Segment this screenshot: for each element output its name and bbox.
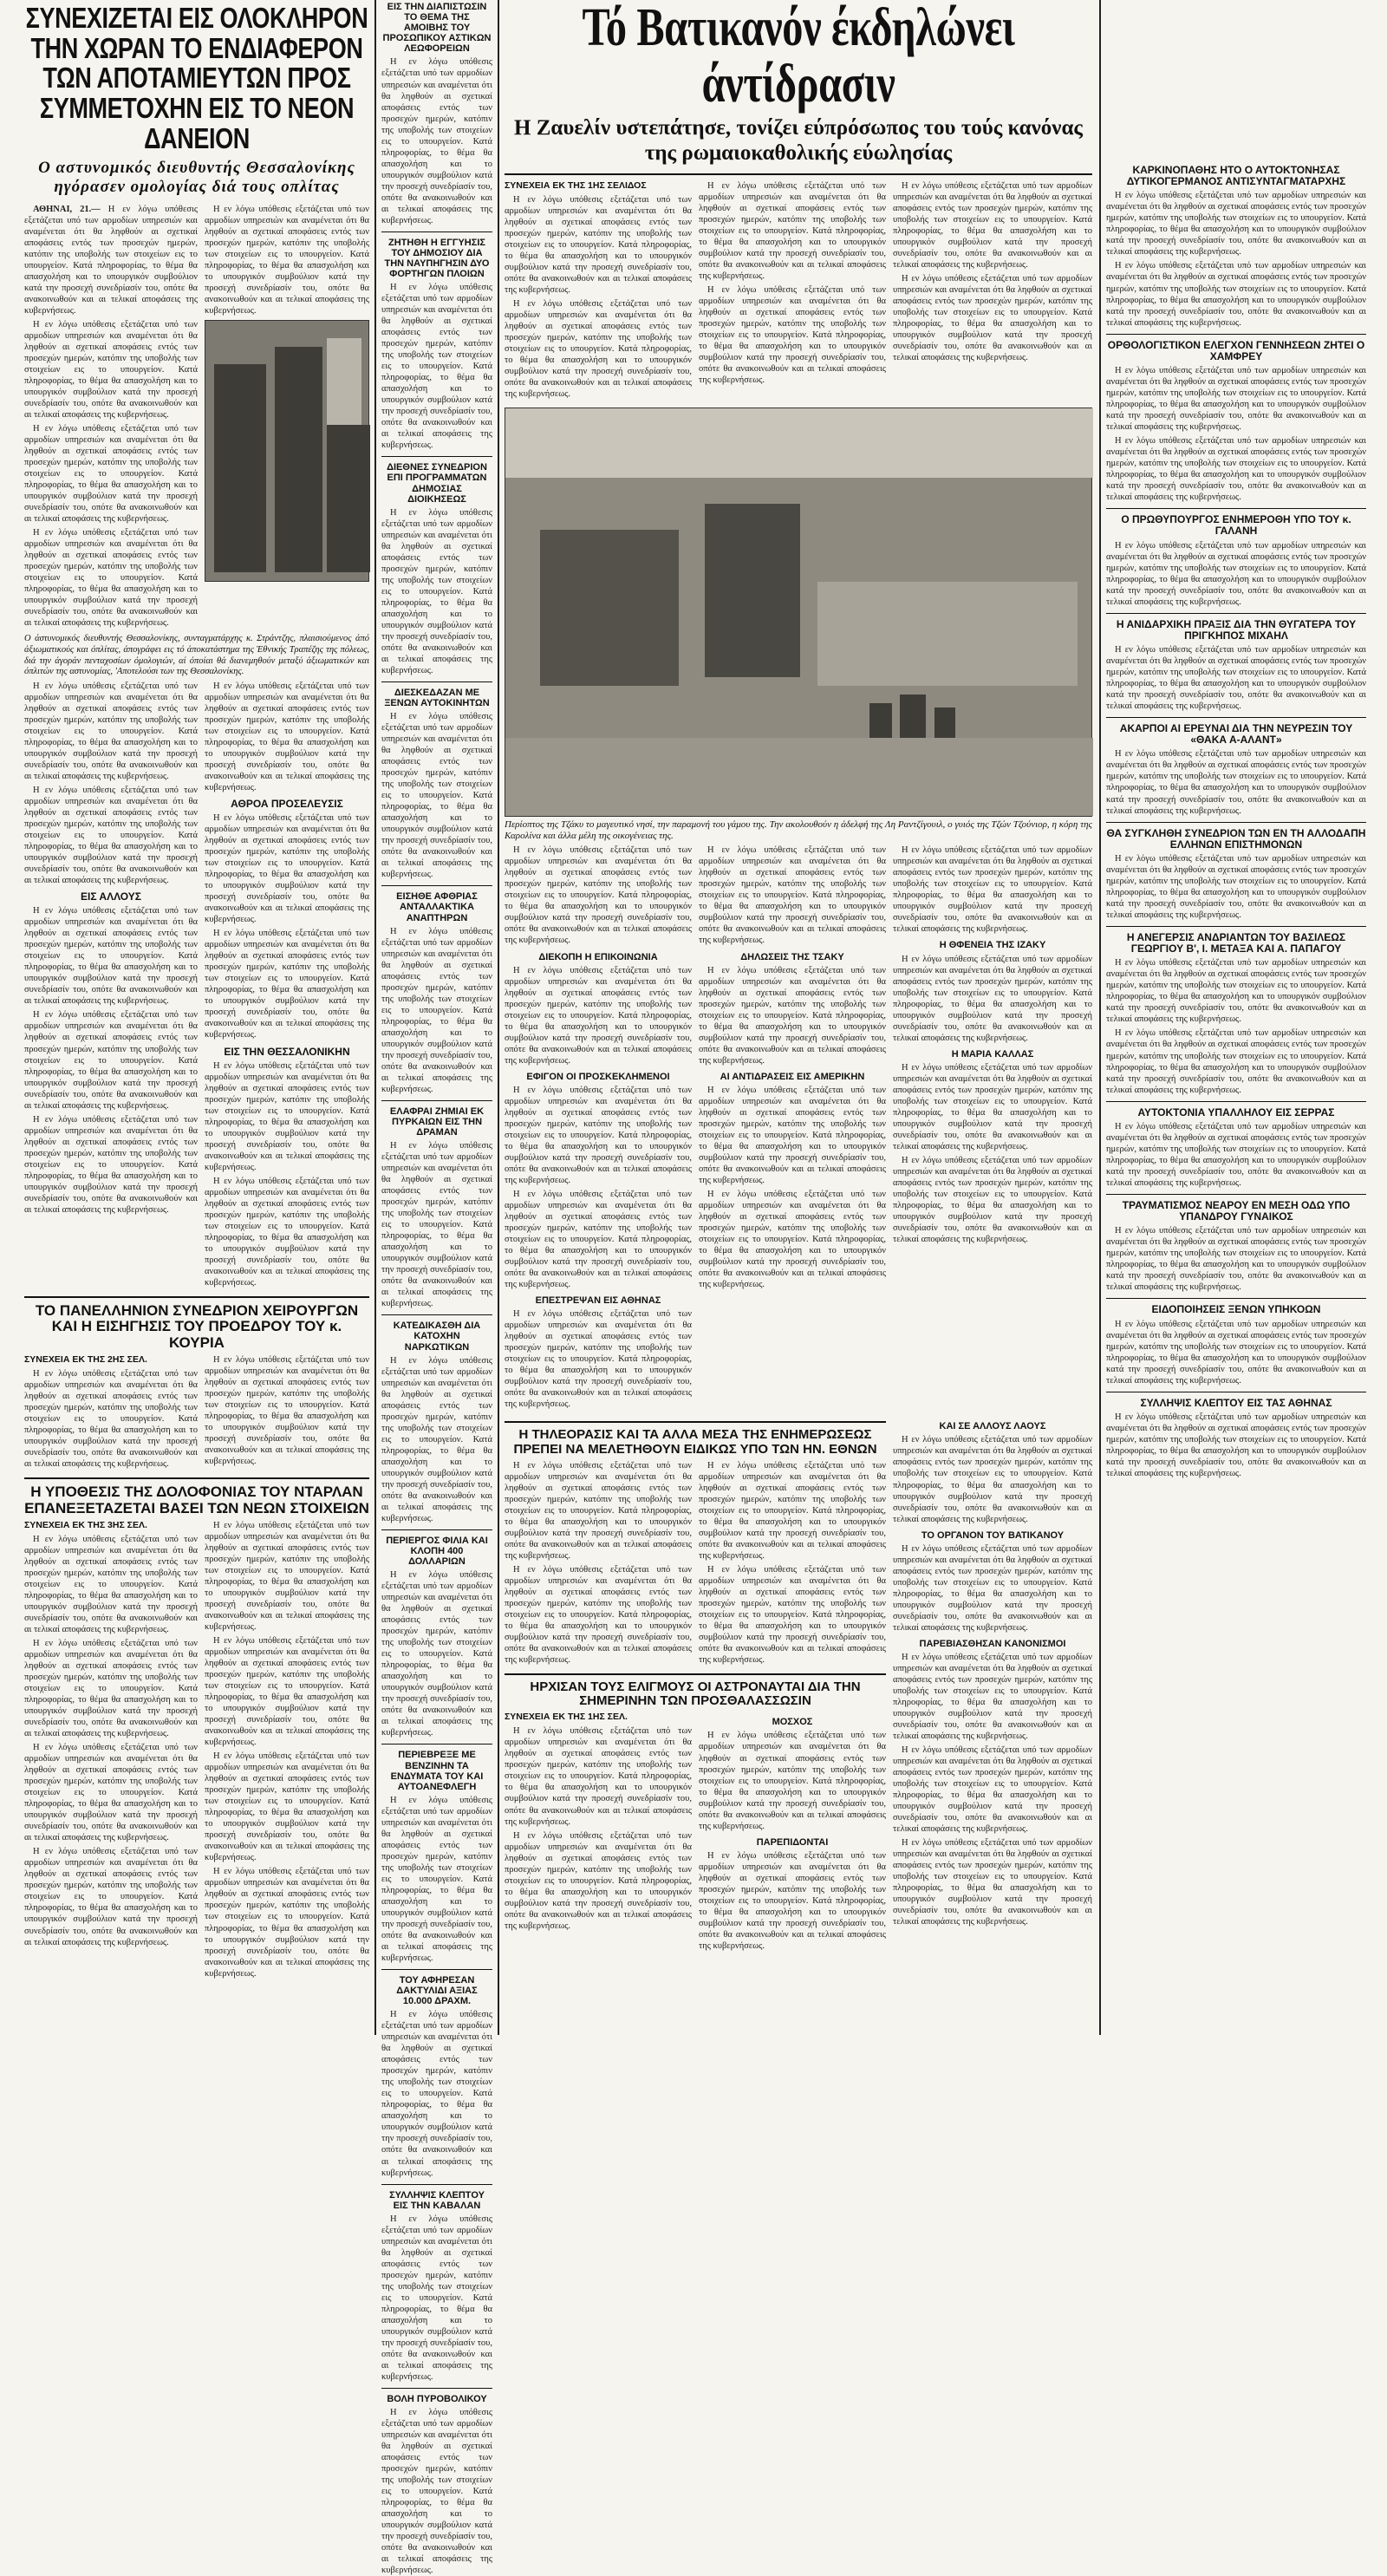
body-text: Η εν λόγω υπόθεσις εξετάζεται υπό των αρμοδίων υπηρεσιών και αναμένεται ότι θα ληφθούν αι σχετικαί αποφάσεις εντός των προσεχών ημερών, κατόπιν της υποβολής των στοιχείων εις το υπουργείον. Κατά πληροφορίας, το θέμα θα απασχολήση και το υπουργικόν συμβούλιον κατά την προσεχή συνεδρίασίν του, οπότε θα ανακοινωθούν και αι τελικαί αποφάσεις της κυβερνήσεως. bbox=[381, 507, 492, 675]
photo-police-director bbox=[205, 320, 369, 582]
body-text: Η εν λόγω υπόθεσις εξετάζεται υπό των αρμοδίων υπηρεσιών και αναμένεται ότι θα ληφθούν αι σχετικαί αποφάσεις εντός των προσεχών ημερών, κατόπιν της υποβολής των στοιχείων εις το υπουργείον. Κατά πληροφορίας, το θέμα θα απασχολήση και το υπουργικόν συμβούλιον κατά την προσεχή συνεδρίασίν του, οπότε θα ανακοινωθούν και αι τελικαί αποφάσεις της κυβερνήσεως. bbox=[381, 283, 492, 451]
column-rule bbox=[498, 0, 499, 2035]
column-rule bbox=[1099, 0, 1101, 2035]
photo-caption: Περίοπτος της Τζάκυ το μαγευτικό νησί, την παραμονή του γάμου της. Την ακολουθούν η άδελφή της Λη Ραντζίγουιλ, ο γυιός της Τζών Τζούνιορ, η κόρη της Καρολίνα και άλλα μέλη της οικογένειας της. bbox=[505, 818, 1092, 842]
body-text: Η εν λόγω υπόθεσις εξετάζεται υπό των αρμοδίων υπηρεσιών και αναμένεται ότι θα ληφθούν αι σχετικαί αποφάσεις εντός των προσεχών ημερών, κατόπιν της υποβολής των στοιχείων εις το υπουργείον. Κατά πληροφορίας, το θέμα θα απασχολήση και το υπουργικόν συμβούλιον κατά την προσεχή συνεδρίασίν του, οπότε θα ανακοινωθούν και αι τελικαί αποφάσεις της κυβερνήσεως. bbox=[24, 785, 198, 886]
body-text: Η εν λόγω υπόθεσις εξετάζεται υπό των αρμοδίων υπηρεσιών και αναμένεται ότι θα ληφθούν αι σχετικαί αποφάσεις εντός των προσεχών ημερών, κατόπιν της υποβολής των στοιχείων εις το υπουργείον. Κατά πληροφορίας, το θέμα θα απασχολήση και το υπουργικόν συμβούλιον κατά την προσεχή συνεδρίασίν του, οπότε θα ανακοινωθούν και αι τελικαί αποφάσεις της κυβερνήσεως. bbox=[699, 965, 886, 1066]
section-heading: ΔΙΕΚΟΠΗ Η ΕΠΙΚΟΙΝΩΝΙΑ bbox=[538, 951, 658, 962]
body-text: Η εν λόγω υπόθεσις εξετάζεται υπό των αρμοδίων υπηρεσιών και αναμένεται ότι θα ληφθούν αι σχετικαί αποφάσεις εντός των προσεχών ημερών, κατόπιν της υποβολής των στοιχείων εις το υπουργείον. Κατά πληροφορίας, το θέμα θα απασχολήση και το υπουργικόν συμβούλιον κατά την προσεχή συνεδρίασίν του, οπότε θα ανακοινωθούν και αι τελικαί αποφάσεις της κυβερνήσεως. bbox=[381, 1141, 492, 1309]
divider bbox=[381, 2388, 492, 2389]
section-heading: ΠΑΡΕΒΙΑΣΘΗΣΑΝ ΚΑΝΟΝΙΣΜΟΙ bbox=[919, 1638, 1066, 1649]
body-text: Η εν λόγω υπόθεσις εξετάζεται υπό των αρμοδίων υπηρεσιών και αναμένεται ότι θα ληφθούν αι σχετικαί αποφάσεις εντός των προσεχών ημερών, κατόπιν της υποβολής των στοιχείων εις το υπουργείον. Κατά πληροφορίας, το θέμα θα απασχολήση και το υπουργικόν συμβούλιον κατά την προσεχή συνεδρίασίν του, οπότε θα ανακοινωθούν και αι τελικαί αποφάσεις της κυβερνήσεως. bbox=[205, 1176, 369, 1288]
body-text: Η εν λόγω υπόθεσις εξετάζεται υπό των αρμοδίων υπηρεσιών και αναμένεται ότι θα ληφθούν αι σχετικαί αποφάσεις εντός των προσεχών ημερών, κατόπιν της υποβολής των στοιχείων εις το υπουργείον. Κατά πληροφορίας, το θέμα θα απασχολήση και το υπουργικόν συμβούλιον κατά την προσεχή συνεδρίασίν του, οπότε θα ανακοινωθούν και αι τελικαί αποφάσεις της κυβερνήσεως. bbox=[1106, 191, 1366, 258]
body-text: Η εν λόγω υπόθεσις εξετάζεται υπό των αρμοδίων υπηρεσιών και αναμένεται ότι θα ληφθούν αι σχετικαί αποφάσεις εντός των προσεχών ημερών, κατόπιν της υποβολής των στοιχείων εις το υπουργείον. Κατά πληροφορίας, το θέμα θα απασχολήση και το υπουργικόν συμβούλιον κατά την προσεχή συνεδρίασίν του, οπότε θα ανακοινωθούν και αι τελικαί αποφάσεις της κυβερνήσεως. bbox=[699, 1850, 886, 1951]
brief-headline: ΟΡΘΟΛΟΓΙΣΤΙΚΟΝ ΕΛΕΓΧΟΝ ΓΕΝΝΗΣΕΩΝ ΖΗΤΕΙ Ο ΧΑΜΦΡΕΥ bbox=[1107, 338, 1365, 362]
body-text: Η εν λόγω υπόθεσις εξετάζεται υπό των αρμοδίων υπηρεσιών και αναμένεται ότι θα ληφθούν αι σχετικαί αποφάσεις εντός των προσεχών ημερών, κατόπιν της υποβολής των στοιχείων εις το υπουργείον. Κατά πληροφορίας, το θέμα θα απασχολήση και το υπουργικόν συμβούλιον κατά την προσεχή συνεδρίασίν του, οπότε θα ανακοινωθούν και αι τελικαί αποφάσεις της κυβερνήσεως. bbox=[505, 845, 692, 946]
body-text: Η εν λόγω υπόθεσις εξετάζεται υπό των αρμοδίων υπηρεσιών και αναμένεται ότι θα ληφθούν αι σχετικαί αποφάσεις εντός των προσεχών ημερών, κατόπιν της υποβολής των στοιχείων εις το υπουργείον. Κατά πληροφορίας, το θέμα θα απασχολήση και το υπουργικόν συμβούλιον κατά την προσεχή συνεδρίασίν του, οπότε θα ανακοινωθούν και αι τελικαί αποφάσεις της κυβερνήσεως. bbox=[1106, 365, 1366, 433]
divider bbox=[1106, 334, 1366, 335]
body-text: Η εν λόγω υπόθεσις εξετάζεται υπό των αρμοδίων υπηρεσιών και αναμένεται ότι θα ληφθούν αι σχετικαί αποφάσεις εντός των προσεχών ημερών, κατόπιν της υποβολής των στοιχείων εις το υπουργείον. Κατά πληροφορίας, το θέμα θα απασχολήση και το υπουργικόν συμβούλιον κατά την προσεχή συνεδρίασίν του, οπότε θα ανακοινωθούν και αι τελικαί αποφάσεις της κυβερνήσεως. bbox=[381, 2010, 492, 2178]
body-text: Η εν λόγω υπόθεσις εξετάζεται υπό των αρμοδίων υπηρεσιών και αναμένεται ότι θα ληφθούν αι σχετικαί αποφάσεις εντός των προσεχών ημερών, κατόπιν της υποβολής των στοιχείων εις το υπουργείον. Κατά πληροφορίας, το θέμα θα απασχολήση και το υπουργικόν συμβούλιον κατά την προσεχή συνεδρίασίν του, οπότε θα ανακοινωθούν και αι τελικαί αποφάσεις της κυβερνήσεως. bbox=[205, 929, 369, 1040]
photo-jackie-island bbox=[505, 408, 1092, 817]
body-text: Η εν λόγω υπόθεσις εξετάζεται υπό των αρμοδίων υπηρεσιών και αναμένεται ότι θα ληφθούν αι σχετικαί αποφάσεις εντός των προσεχών ημερών, κατόπιν της υποβολής των στοιχείων εις το υπουργείον. Κατά πληροφορίας, το θέμα θα απασχολήση και το υπουργικόν συμβούλιον κατά την προσεχή συνεδρίασίν του, οπότε θα ανακοινωθούν και αι τελικαί αποφάσεις της κυβερνήσεως. bbox=[24, 1114, 198, 1215]
brief-headline: ΘΑ ΣΥΓΚΛΗΘΗ ΣΥΝΕΔΡΙΟΝ ΤΩΝ ΕΝ ΤΗ ΑΛΛΟΔΑΠΗ ΕΛΛΗΝΩΝ ΕΠΙΣΤΗΜΟΝΩΝ bbox=[1106, 826, 1366, 851]
brief-headline: ΑΚΑΡΠΟΙ ΑΙ ΕΡΕΥΝΑΙ ΔΙΑ ΤΗΝ ΝΕΥΡΕΣΙΝ ΤΟΥ «ΘΑΚΑ Α-ΑΛΑΝΤ» bbox=[1119, 722, 1353, 747]
section-heading: ΠΑΡΕΠΙΔΟΝΤΑΙ bbox=[756, 1836, 829, 1848]
divider bbox=[381, 1100, 492, 1101]
body-text: Η εν λόγω υπόθεσις εξετάζεται υπό των αρμοδίων υπηρεσιών και αναμένεται ότι θα ληφθούν αι σχετικαί αποφάσεις εντός των προσεχών ημερών, κατόπιν της υποβολής των στοιχείων εις το υπουργείον. Κατά πληροφορίας, το θέμα θα απασχολήση και το υπουργικόν συμβούλιον κατά την προσεχή συνεδρίασίν του, οπότε θα ανακοινωθούν και αι τελικαί αποφάσεις της κυβερνήσεως. bbox=[24, 1743, 198, 1843]
headline-vatican: Τό Βατικανόν έκδηλώνει άντίδρασιν bbox=[582, 0, 1015, 114]
body-text: Η εν λόγω υπόθεσις εξετάζεται υπό των αρμοδίων υπηρεσιών και αναμένεται ότι θα ληφθούν αι σχετικαί αποφάσεις εντός των προσεχών ημερών, κατόπιν της υποβολής των στοιχείων εις το υπουργείον. Κατά πληροφορίας, το θέμα θα απασχολήση και το υπουργικόν συμβούλιον κατά την προσεχή συνεδρίασίν του, οπότε θα ανακοινωθούν και αι τελικαί αποφάσεις της κυβερνήσεως. bbox=[893, 180, 1092, 270]
body-text: Η εν λόγω υπόθεσις εξετάζεται υπό των αρμοδίων υπηρεσιών και αναμένεται ότι θα ληφθούν αι σχετικαί αποφάσεις εντός των προσεχών ημερών, κατόπιν της υποβολής των στοιχείων εις το υπουργείον. Κατά πληροφορίας, το θέμα θα απασχολήση και το υπουργικόν συμβούλιον κατά την προσεχή συνεδρίασίν του, οπότε θα ανακοινωθούν και αι τελικαί αποφάσεις της κυβερνήσεως. bbox=[699, 180, 886, 281]
body-text: Η εν λόγω υπόθεσις εξετάζεται υπό των αρμοδίων υπηρεσιών και αναμένεται ότι θα ληφθούν αι σχετικαί αποφάσεις εντός των προσεχών ημερών, κατόπιν της υποβολής των στοιχείων εις το υπουργείον. Κατά πληροφορίας, το θέμα θα απασχολήση και το υπουργικόν συμβούλιον κατά την προσεχή συνεδρίασίν του, οπότε θα ανακοινωθούν και αι τελικαί αποφάσεις της κυβερνήσεως. bbox=[24, 681, 198, 781]
body-text: Η εν λόγω υπόθεσις εξετάζεται υπό των αρμοδίων υπηρεσιών και αναμένεται ότι θα ληφθούν αι σχετικαί αποφάσεις εντός των προσεχών ημερών, κατόπιν της υποβολής των στοιχείων εις το υπουργείον. Κατά πληροφορίας, το θέμα θα απασχολήση και το υπουργικόν συμβούλιον κατά την προσεχή συνεδρίασίν του, οπότε θα ανακοινωθούν και αι τελικαί αποφάσεις της κυβερνήσεως. bbox=[1106, 1226, 1366, 1293]
section-heading: ΚΑΙ ΣΕ ΑΛΛΟΥΣ ΛΑΟΥΣ bbox=[939, 1421, 1046, 1432]
body-text: Η εν λόγω υπόθεσις εξετάζεται υπό των αρμοδίων υπηρεσιών και αναμένεται ότι θα ληφθούν αι σχετικαί αποφάσεις εντός των προσεχών ημερών, κατόπιν της υποβολής των στοιχείων εις το υπουργείον. Κατά πληροφορίας, το θέμα θα απασχολήση και το υπουργικόν συμβούλιον κατά την προσεχή συνεδρίασίν του, οπότε θα ανακοινωθούν και αι τελικαί αποφάσεις της κυβερνήσεως. bbox=[699, 1189, 886, 1290]
section-heading: ΕΠΕΣΤΡΕΨΑΝ ΕΙΣ ΑΘΗΝΑΣ bbox=[535, 1295, 661, 1307]
brief-headline: ΚΑΤΕΔΙΚΑΣΘΗ ΔΙΑ ΚΑΤΟΧΗΝ ΝΑΡΚΩΤΙΚΩΝ bbox=[393, 1321, 481, 1353]
brief-headline: ΠΕΡΙΕΒΡΕΞΕ ΜΕ ΒΕΝΖΙΝΗΝ ΤΑ ΕΝΔΥΜΑΤΑ ΤΟΥ ΚΑΙ ΑΥΤΟΑΝΕΦΛΕΓΗ bbox=[390, 1750, 484, 1792]
body-text: Η εν λόγω υπόθεσις εξετάζεται υπό των αρμοδίων υπηρεσιών και αναμένεται ότι θα ληφθούν αι σχετικαί αποφάσεις εντός των προσεχών ημερών, κατόπιν της υποβολής των στοιχείων εις το υπουργείον. Κατά πληροφορίας, το θέμα θα απασχολήση και το υπουργικόν συμβούλιον κατά την προσεχή συνεδρίασίν του, οπότε θα ανακοινωθούν και αι τελικαί αποφάσεις της κυβερνήσεως. bbox=[24, 424, 198, 525]
body-text: Η εν λόγω υπόθεσις εξετάζεται υπό των αρμοδίων υπηρεσιών και αναμένεται ότι θα ληφθούν αι σχετικαί αποφάσεις εντός των προσεχών ημερών, κατόπιν της υποβολής των στοιχείων εις το υπουργείον. Κατά πληροφορίας, το θέμα θα απασχολήση και το υπουργικόν συμβούλιον κατά την προσεχή συνεδρίασίν του, οπότε θα ανακοινωθούν και αι τελικαί αποφάσεις της κυβερνήσεως. bbox=[1106, 1028, 1366, 1095]
body-text: Η εν λόγω υπόθεσις εξετάζεται υπό των αρμοδίων υπηρεσιών και αναμένεται ότι θα ληφθούν αι σχετικαί αποφάσεις εντός των προσεχών ημερών, κατόπιν της υποβολής των στοιχείων εις το υπουργείον. Κατά πληροφορίας, το θέμα θα απασχολήση και το υπουργικόν συμβούλιον κατά την προσεχή συνεδρίασίν του, οπότε θα ανακοινωθούν και αι τελικαί αποφάσεις της κυβερνήσεως. bbox=[893, 1745, 1092, 1835]
lead-subhead: Ο αστυνομικός διευθυντής Θεσσαλονίκης ηγόρασεν ομολογίας διά τους οπλίτας bbox=[38, 159, 355, 197]
body-text: Η εν λόγω υπόθεσις εξετάζεται υπό των αρμοδίων υπηρεσιών και αναμένεται ότι θα ληφθούν αι σχετικαί αποφάσεις εντός των προσεχών ημερών, κατόπιν της υποβολής των στοιχείων εις το υπουργείον. Κατά πληροφορίας, το θέμα θα απασχολήση και το υπουργικόν συμβούλιον κατά την προσεχή συνεδρίασίν του, οπότε θα ανακοινωθούν και αι τελικαί αποφάσεις της κυβερνήσεως. bbox=[1106, 540, 1366, 607]
brief-headline: ΕΛΑΦΡΑΙ ΖΗΜΙΑΙ ΕΚ ΠΥΡΚΑΙΩΝ ΕΙΣ ΤΗΝ ΔΡΑΜΑΝ bbox=[389, 1105, 485, 1138]
body-text: Η εν λόγω υπόθεσις εξετάζεται υπό των αρμοδίων υπηρεσιών και αναμένεται ότι θα ληφθούν αι σχετικαί αποφάσεις εντός των προσεχών ημερών, κατόπιν της υποβολής των στοιχείων εις το υπουργείον. Κατά πληροφορίας, το θέμα θα απασχολήση και το υπουργικόν συμβούλιον κατά την προσεχή συνεδρίασίν του, οπότε θα ανακοινωθούν και αι τελικαί αποφάσεις της κυβερνήσεως. bbox=[1106, 958, 1366, 1025]
body-text: Η εν λόγω υπόθεσις εξετάζεται υπό των αρμοδίων υπηρεσιών και αναμένεται ότι θα ληφθούν αι σχετικαί αποφάσεις εντός των προσεχών ημερών, κατόπιν της υποβολής των στοιχείων εις το υπουργείον. Κατά πληροφορίας, το θέμα θα απασχολήση και το υπουργικόν συμβούλιον κατά την προσεχή συνεδρίασίν του, οπότε θα ανακοινωθούν και αι τελικαί αποφάσεις της κυβερνήσεως. bbox=[699, 1085, 886, 1185]
body-text: Η εν λόγω υπόθεσις εξετάζεται υπό των αρμοδίων υπηρεσιών και αναμένεται ότι θα ληφθούν αι σχετικαί αποφάσεις εντός των προσεχών ημερών, κατόπιν της υποβολής των στοιχείων εις το υπουργείον. Κατά πληροφορίας, το θέμα θα απασχολήση και το υπουργικόν συμβούλιον κατά την προσεχή συνεδρίασίν του, οπότε θα ανακοινωθούν και αι τελικαί αποφάσεις της κυβερνήσεως. bbox=[24, 1847, 198, 1947]
body-text: Η εν λόγω υπόθεσις εξετάζεται υπό των αρμοδίων υπηρεσιών και αναμένεται ότι θα ληφθούν αι σχετικαί αποφάσεις εντός των προσεχών ημερών, κατόπιν της υποβολής των στοιχείων εις το υπουργείον. Κατά πληροφορίας, το θέμα θα απασχολήση και το υπουργικόν συμβούλιον κατά την προσεχή συνεδρίασίν του, οπότε θα ανακοινωθούν και αι τελικαί αποφάσεις της κυβερνήσεως. bbox=[1106, 749, 1366, 816]
body-text: Η εν λόγω υπόθεσις εξετάζεται υπό των αρμοδίων υπηρεσιών και αναμένεται ότι θα ληφθούν αι σχετικαί αποφάσεις εντός των προσεχών ημερών, κατόπιν της υποβολής των στοιχείων εις το υπουργείον. Κατά πληροφορίας, το θέμα θα απασχολήση και το υπουργικόν συμβούλιον κατά την προσεχή συνεδρίασίν του, οπότε θα ανακοινωθούν και αι τελικαί αποφάσεις της κυβερνήσεως. bbox=[1106, 644, 1366, 712]
column-rule bbox=[374, 0, 376, 2035]
brief-headline: Η ΑΝΕΓΕΡΣΙΣ ΑΝΔΡΙΑΝΤΩΝ ΤΟΥ ΒΑΣΙΛΕΩΣ ΓΕΩΡΓΙΟΥ Β', Ι. ΜΕΤΑΞΑ ΚΑΙ Α. ΠΑΠΑΓΟΥ bbox=[1126, 931, 1346, 955]
body-text: Η εν λόγω υπόθεσις εξετάζεται υπό των αρμοδίων υπηρεσιών και αναμένεται ότι θα ληφθούν αι σχετικαί αποφάσεις εντός των προσεχών ημερών, κατόπιν της υποβολής των στοιχείων εις το υπουργείον. Κατά πληροφορίας, το θέμα θα απασχολήση και το υπουργικόν συμβούλιον κατά την προσεχή συνεδρίασίν του, οπότε θα ανακοινωθούν και αι τελικαί αποφάσεις της κυβερνήσεως. bbox=[893, 954, 1092, 1043]
body-text: Η εν λόγω υπόθεσις εξετάζεται υπό των αρμοδίων υπηρεσιών και αναμένεται ότι θα ληφθούν αι σχετικαί αποφάσεις εντός των προσεχών ημερών, κατόπιν της υποβολής των στοιχείων εις το υπουργείον. Κατά πληροφορίας, το θέμα θα απασχολήση και το υπουργικόν συμβούλιον κατά την προσεχή συνεδρίασίν του, οπότε θα ανακοινωθούν και αι τελικαί αποφάσεις της κυβερνήσεως. bbox=[893, 1062, 1092, 1151]
photo-caption: Ο άστυνομικός διευθυντής Θεσσαλονίκης, συνταγματάρχης κ. Στράντζης, πλαισιούμενος άπό άξιωματικούς και όπλίτας, άπογράφει εις τό άποκατάστημα της Έθνικής Τραπέζης της πόλεως, διά την άγοράν πενταχοσίων όμολογιών, αί όποίαι θά διανεμηθούν μεταξύ άξιωματικών και όπλιτών της αστυνομίας, 'Αποτελούσι των της Θεσσαλονίκης. bbox=[24, 634, 369, 677]
subhead-vatican: Η Ζαυελίν υστεπάτησε, τονίζει εύπρόσωπος του τούς κανόνας της ρωμαιοκαθολικής εύωλησίας bbox=[514, 116, 1083, 165]
divider bbox=[1106, 1298, 1366, 1299]
headline-surgeons-congress: ΤΟ ΠΑΝΕΛΛΗΝΙΟΝ ΣΥΝΕΔΡΙΟΝ ΧΕΙΡΟΥΡΓΩΝ ΚΑΙ Η ΕΙΣΗΓΗΣΙΣ ΤΟΥ ΠΡΟΕΔΡΟΥ ΤΟΥ κ. ΚΟΥΡΙΑ bbox=[35, 1302, 359, 1351]
body-text: Η εν λόγω υπόθεσις εξετάζεται υπό των αρμοδίων υπηρεσιών και αναμένεται ότι θα ληφθούν αι σχετικαί αποφάσεις εντός των προσεχών ημερών, κατόπιν της υποβολής των στοιχείων εις το υπουργείον. Κατά πληροφορίας, το θέμα θα απασχολήση και το υπουργικόν συμβούλιον κατά την προσεχή συνεδρίασίν του, οπότε θα ανακοινωθούν και αι τελικαί αποφάσεις της κυβερνήσεως. bbox=[205, 1060, 369, 1172]
body-text: Η εν λόγω υπόθεσις εξετάζεται υπό των αρμοδίων υπηρεσιών και αναμένεται ότι θα ληφθούν αι σχετικαί αποφάσεις εντός των προσεχών ημερών, κατόπιν της υποβολής των στοιχείων εις το υπουργείον. Κατά πληροφορίας, το θέμα θα απασχολήση και το υπουργικόν συμβούλιον κατά την προσεχή συνεδρίασίν του, οπότε θα ανακοινωθούν και αι τελικαί αποφάσεις της κυβερνήσεως. bbox=[505, 965, 692, 1066]
body-text: Η εν λόγω υπόθεσις εξετάζεται υπό των αρμοδίων υπηρεσιών και αναμένεται ότι θα ληφθούν αι σχετικαί αποφάσεις εντός των προσεχών ημερών, κατόπιν της υποβολής των στοιχείων εις το υπουργείον. Κατά πληροφορίας, το θέμα θα απασχολήση και το υπουργικόν συμβούλιον κατά την προσεχή συνεδρίασίν του, οπότε θα ανακοινωθούν και αι τελικαί αποφάσεις της κυβερνήσεως. bbox=[699, 284, 886, 385]
body-text: Η εν λόγω υπόθεσις εξετάζεται υπό των αρμοδίων υπηρεσιών και αναμένεται ότι θα ληφθούν αι σχετικαί αποφάσεις εντός των προσεχών ημερών, κατόπιν της υποβολής των στοιχείων εις το υπουργείον. Κατά πληροφορίας, το θέμα θα απασχολήση και το υπουργικόν συμβούλιον κατά την προσεχή συνεδρίασίν του, οπότε θα ανακοινωθούν και αι τελικαί αποφάσεις της κυβερνήσεως. bbox=[699, 845, 886, 946]
body-text: Η εν λόγω υπόθεσις εξετάζεται υπό των αρμοδίων υπηρεσιών και αναμένεται ότι θα ληφθούν αι σχετικαί αποφάσεις εντός των προσεχών ημερών, κατόπιν της υποβολής των στοιχείων εις το υπουργείον. Κατά πληροφορίας, το θέμα θα απασχολήση και το υπουργικόν συμβούλιον κατά την προσεχή συνεδρίασίν του, οπότε θα ανακοινωθούν και αι τελικαί αποφάσεις της κυβερνήσεως. bbox=[24, 528, 198, 629]
body-text: Η εν λόγω υπόθεσις εξετάζεται υπό των αρμοδίων υπηρεσιών και αναμένεται ότι θα ληφθούν αι σχετικαί αποφάσεις εντός των προσεχών ημερών, κατόπιν της υποβολής των στοιχείων εις το υπουργείον. Κατά πληροφορίας, το θέμα θα απασχολήση και το υπουργικόν συμβούλιον κατά την προσεχή συνεδρίασίν του, οπότε θα ανακοινωθούν και αι τελικαί αποφάσεις της κυβερνήσεως. bbox=[893, 273, 1092, 362]
body-text: Η εν λόγω υπόθεσις εξετάζεται υπό των αρμοδίων υπηρεσιών και αναμένεται ότι θα ληφθούν αι σχετικαί αποφάσεις εντός των προσεχών ημερών, κατόπιν της υποβολής των στοιχείων εις το υπουργείον. Κατά πληροφορίας, το θέμα θα απασχολήση και το υπουργικόν συμβούλιον κατά την προσεχή συνεδρίασίν του, οπότε θα ανακοινωθούν και αι τελικαί αποφάσεις της κυβερνήσεως. bbox=[1106, 1319, 1366, 1386]
divider bbox=[1106, 822, 1366, 823]
body-text: Η εν λόγω υπόθεσις εξετάζεται υπό των αρμοδίων υπηρεσιών και αναμένεται ότι θα ληφθούν αι σχετικαί αποφάσεις εντός των προσεχών ημερών, κατόπιν της υποβολής των στοιχείων εις το υπουργείον. Κατά πληροφορίας, το θέμα θα απασχολήση και το υπουργικόν συμβούλιον κατά την προσεχή συνεδρίασίν του, οπότε θα ανακοινωθούν και αι τελικαί αποφάσεις της κυβερνήσεως. bbox=[381, 712, 492, 880]
divider bbox=[381, 1969, 492, 1970]
body-text: ΑΘΗΝΑΙ, 21.— Η εν λόγω υπόθεσις εξετάζεται υπό των αρμοδίων υπηρεσιών και αναμένεται ότι θα ληφθούν αι σχετικαί αποφάσεις εντός των προσεχών ημερών, κατόπιν της υποβολής των στοιχείων εις το υπουργείον. Κατά πληροφορίας, το θέμα θα απασχολήση και το υπουργικόν συμβούλιον κατά την προσεχή συνεδρίασίν του, οπότε θα ανακοινωθούν και αι τελικαί αποφάσεις της κυβερνήσεως. bbox=[24, 204, 199, 316]
brief-headline: ΕΙΔΟΠΟΙΗΣΕΙΣ ΞΕΝΩΝ ΥΠΗΚΟΩΝ bbox=[1151, 1303, 1321, 1316]
body-text: Η εν λόγω υπόθεσις εξετάζεται υπό των αρμοδίων υπηρεσιών και αναμένεται ότι θα ληφθούν αι σχετικαί αποφάσεις εντός των προσεχών ημερών, κατόπιν της υποβολής των στοιχείων εις το υπουργείον. Κατά πληροφορίας, το θέμα θα απασχολήση και το υπουργικόν συμβούλιον κατά την προσεχή συνεδρίασίν του, οπότε θα ανακοινωθούν και αι τελικαί αποφάσεις της κυβερνήσεως. bbox=[505, 1830, 692, 1931]
body-text: Η εν λόγω υπόθεσις εξετάζεται υπό των αρμοδίων υπηρεσιών και αναμένεται ότι θα ληφθούν αι σχετικαί αποφάσεις εντός των προσεχών ημερών, κατόπιν της υποβολής των στοιχείων εις το υπουργείον. Κατά πληροφορίας, το θέμα θα απασχολήση και το υπουργικόν συμβούλιον κατά την προσεχή συνεδρίασίν του, οπότε θα ανακοινωθούν και αι τελικαί αποφάσεις της κυβερνήσεως. bbox=[381, 926, 492, 1094]
headline-darlan-case: Η ΥΠΟΘΕΣΙΣ ΤΗΣ ΔΟΛΟΦΟΝΙΑΣ ΤΟΥ ΝΤΑΡΛΑΝ ΕΠΑΝΕΞΕΤΑΖΕΤΑΙ ΒΑΣΕΙ ΤΩΝ ΝΕΩΝ ΣΤΟΙΧΕΙΩΝ bbox=[24, 1484, 369, 1516]
body-text: Η εν λόγω υπόθεσις εξετάζεται υπό των αρμοδίων υπηρεσιών και αναμένεται ότι θα ληφθούν αι σχετικαί αποφάσεις εντός των προσεχών ημερών, κατόπιν της υποβολής των στοιχείων εις το υπουργείον. Κατά πληροφορίας, το θέμα θα απασχολήση και το υπουργικόν συμβούλιον κατά την προσεχή συνεδρίασίν του, οπότε θα ανακοινωθούν και αι τελικαί αποφάσεις της κυβερνήσεως. bbox=[205, 1636, 369, 1748]
divider bbox=[381, 456, 492, 457]
body-text: Η εν λόγω υπόθεσις εξετάζεται υπό των αρμοδίων υπηρεσιών και αναμένεται ότι θα ληφθούν αι σχετικαί αποφάσεις εντός των προσεχών ημερών, κατόπιν της υποβολής των στοιχείων εις το υπουργείον. Κατά πληροφορίας, το θέμα θα απασχολήση και το υπουργικόν συμβούλιον κατά την προσεχή συνεδρίασίν του, οπότε θα ανακοινωθούν και αι τελικαί αποφάσεις της κυβερνήσεως. bbox=[24, 906, 198, 1007]
brief-headline: Η ΑΝΙΔΑΡΧΙΚΗ ΠΡΑΞΙΣ ΔΙΑ ΤΗΝ ΘΥΓΑΤΕΡΑ ΤΟΥ ΠΡΙΓΚΗΠΟΣ ΜΙΧΑΗΛ bbox=[1116, 617, 1357, 642]
brief-headline: ΒΟΛΗ ΠΥΡΟΒΟΛΙΚΟΥ bbox=[387, 2393, 487, 2404]
body-text: Η εν λόγω υπόθεσις εξετάζεται υπό των αρμοδίων υπηρεσιών και αναμένεται ότι θα ληφθούν αι σχετικαί αποφάσεις εντός των προσεχών ημερών, κατόπιν της υποβολής των στοιχείων εις το υπουργείον. Κατά πληροφορίας, το θέμα θα απασχολήση και το υπουργικόν συμβούλιον κατά την προσεχή συνεδρίασίν του, οπότε θα ανακοινωθούν και αι τελικαί αποφάσεις της κυβερνήσεως. bbox=[381, 1355, 492, 1523]
divider bbox=[1106, 613, 1366, 614]
section-heading: ΕΙΣ ΑΛΛΟΥΣ bbox=[81, 890, 141, 903]
column-briefs bbox=[381, 0, 492, 2576]
body-text: Η εν λόγω υπόθεσις εξετάζεται υπό των αρμοδίων υπηρεσιών και αναμένεται ότι θα ληφθούν αι σχετικαί αποφάσεις εντός των προσεχών ημερών, κατόπιν της υποβολής των στοιχείων εις το υπουργείον. Κατά πληροφορίας, το θέμα θα απασχολήση και το υπουργικόν συμβούλιον κατά την προσεχή συνεδρίασίν του, οπότε θα ανακοινωθούν και αι τελικαί αποφάσεις της κυβερνήσεως. bbox=[205, 204, 369, 316]
divider bbox=[381, 1744, 492, 1745]
divider bbox=[381, 1314, 492, 1315]
body-text: Η εν λόγω υπόθεσις εξετάζεται υπό των αρμοδίων υπηρεσιών και αναμένεται ότι θα ληφθούν αι σχετικαί αποφάσεις εντός των προσεχών ημερών, κατόπιν της υποβολής των στοιχείων εις το υπουργείον. Κατά πληροφορίας, το θέμα θα απασχολήση και το υπουργικόν συμβούλιον κατά την προσεχή συνεδρίασίν του, οπότε θα ανακοινωθούν και αι τελικαί αποφάσεις της κυβερνήσεως. bbox=[1106, 261, 1366, 328]
body-text: Η εν λόγω υπόθεσις εξετάζεται υπό των αρμοδίων υπηρεσιών και αναμένεται ότι θα ληφθούν αι σχετικαί αποφάσεις εντός των προσεχών ημερών, κατόπιν της υποβολής των στοιχείων εις το υπουργείον. Κατά πληροφορίας, το θέμα θα απασχολήση και το υπουργικόν συμβούλιον κατά την προσεχή συνεδρίασίν του, οπότε θα ανακοινωθούν και αι τελικαί αποφάσεις της κυβερνήσεως. bbox=[505, 1564, 692, 1665]
divider bbox=[1106, 926, 1366, 927]
body-text: Η εν λόγω υπόθεσις εξετάζεται υπό των αρμοδίων υπηρεσιών και αναμένεται ότι θα ληφθούν αι σχετικαί αποφάσεις εντός των προσεχών ημερών, κατόπιν της υποβολής των στοιχείων εις το υπουργείον. Κατά πληροφορίας, το θέμα θα απασχολήση και το υπουργικόν συμβούλιον κατά την προσεχή συνεδρίασίν του, οπότε θα ανακοινωθούν και αι τελικαί αποφάσεις της κυβερνήσεως. bbox=[893, 845, 1092, 935]
column-left-lead-story bbox=[24, 0, 369, 2035]
body-text: Η εν λόγω υπόθεσις εξετάζεται υπό των αρμοδίων υπηρεσιών και αναμένεται ότι θα ληφθούν αι σχετικαί αποφάσεις εντός των προσεχών ημερών, κατόπιν της υποβολής των στοιχείων εις το υπουργείον. Κατά πληροφορίας, το θέμα θα απασχολήση και το υπουργικόν συμβούλιον κατά την προσεχή συνεδρίασίν του, οπότε θα ανακοινωθούν και αι τελικαί αποφάσεις της κυβερνήσεως. bbox=[893, 1838, 1092, 1927]
body-text: Η εν λόγω υπόθεσις εξετάζεται υπό των αρμοδίων υπηρεσιών και αναμένεται ότι θα ληφθούν αι σχετικαί αποφάσεις εντός των προσεχών ημερών, κατόπιν της υποβολής των στοιχείων εις το υπουργείον. Κατά πληροφορίας, το θέμα θα απασχολήση και το υπουργικόν συμβούλιον κατά την προσεχή συνεδρίασίν του, οπότε θα ανακοινωθούν και αι τελικαί αποφάσεις της κυβερνήσεως. bbox=[699, 1731, 886, 1831]
body-text: Η εν λόγω υπόθεσις εξετάζεται υπό των αρμοδίων υπηρεσιών και αναμένεται ότι θα ληφθούν αι σχετικαί αποφάσεις εντός των προσεχών ημερών, κατόπιν της υποβολής των στοιχείων εις το υπουργείον. Κατά πληροφορίας, το θέμα θα απασχολήση και το υπουργικόν συμβούλιον κατά την προσεχή συνεδρίασίν του, οπότε θα ανακοινωθούν και αι τελικαί αποφάσεις της κυβερνήσεως. bbox=[24, 1010, 198, 1111]
body-text: Η εν λόγω υπόθεσις εξετάζεται υπό των αρμοδίων υπηρεσιών και αναμένεται ότι θα ληφθούν αι σχετικαί αποφάσεις εντός των προσεχών ημερών, κατόπιν της υποβολής των στοιχείων εις το υπουργείον. Κατά πληροφορίας, το θέμα θα απασχολήση και το υπουργικόν συμβούλιον κατά την προσεχή συνεδρίασίν του, οπότε θα ανακοινωθούν και αι τελικαί αποφάσεις της κυβερνήσεως. bbox=[381, 1795, 492, 1963]
section-heading: ΑΙ ΑΝΤΙΔΡΑΣΕΙΣ ΕΙΣ ΑΜΕΡΙΚΗΝ bbox=[720, 1071, 865, 1082]
section-heading: Η ΜΑΡΙΑ ΚΑΛΛΑΣ bbox=[951, 1048, 1034, 1060]
body-text: Η εν λόγω υπόθεσις εξετάζεται υπό των αρμοδίων υπηρεσιών και αναμένεται ότι θα ληφθούν αι σχετικαί αποφάσεις εντός των προσεχών ημερών, κατόπιν της υποβολής των στοιχείων εις το υπουργείον. Κατά πληροφορίας, το θέμα θα απασχολήση και το υπουργικόν συμβούλιον κατά την προσεχή συνεδρίασίν του, οπότε θα ανακοινωθούν και αι τελικαί αποφάσεις της κυβερνήσεως. bbox=[505, 1309, 692, 1410]
body-text: Η εν λόγω υπόθεσις εξετάζεται υπό των αρμοδίων υπηρεσιών και αναμένεται ότι θα ληφθούν αι σχετικαί αποφάσεις εντός των προσεχών ημερών, κατόπιν της υποβολής των στοιχείων εις το υπουργείον. Κατά πληροφορίας, το θέμα θα απασχολήση και το υπουργικόν συμβούλιον κατά την προσεχή συνεδρίασίν του, οπότε θα ανακοινωθούν και αι τελικαί αποφάσεις της κυβερνήσεως. bbox=[1106, 436, 1366, 503]
divider bbox=[1106, 1194, 1366, 1195]
brief-headline: ΔΙΕΣΚΕΔΑΖΑΝ ΜΕ ΞΕΝΩΝ ΑΥΤΟΚΙΝΗΤΩΝ bbox=[384, 687, 490, 709]
divider bbox=[505, 1673, 886, 1675]
body-text: Η εν λόγω υπόθεσις εξετάζεται υπό των αρμοδίων υπηρεσιών και αναμένεται ότι θα ληφθούν αι σχετικαί αποφάσεις εντός των προσεχών ημερών, κατόπιν της υποβολής των στοιχείων εις το υπουργείον. Κατά πληροφορίας, το θέμα θα απασχολήση και το υπουργικόν συμβούλιον κατά την προσεχή συνεδρίασίν του, οπότε θα ανακοινωθούν και αι τελικαί αποφάσεις της κυβερνήσεως. bbox=[24, 1369, 198, 1470]
divider bbox=[505, 1421, 886, 1423]
divider bbox=[381, 885, 492, 886]
body-text: Η εν λόγω υπόθεσις εξετάζεται υπό των αρμοδίων υπηρεσιών και αναμένεται ότι θα ληφθούν αι σχετικαί αποφάσεις εντός των προσεχών ημερών, κατόπιν της υποβολής των στοιχείων εις το υπουργείον. Κατά πληροφορίας, το θέμα θα απασχολήση και το υπουργικόν συμβούλιον κατά την προσεχή συνεδρίασίν του, οπότε θα ανακοινωθούν και αι τελικαί αποφάσεις της κυβερνήσεως. bbox=[205, 1355, 369, 1467]
body-text: Η εν λόγω υπόθεσις εξετάζεται υπό των αρμοδίων υπηρεσιών και αναμένεται ότι θα ληφθούν αι σχετικαί αποφάσεις εντός των προσεχών ημερών, κατόπιν της υποβολής των στοιχείων εις το υπουργείον. Κατά πληροφορίας, το θέμα θα απασχολήση και το υπουργικόν συμβούλιον κατά την προσεχή συνεδρίασίν του, οπότε θα ανακοινωθούν και αι τελικαί αποφάσεις της κυβερνήσεως. bbox=[505, 1460, 692, 1561]
body-text: Η εν λόγω υπόθεσις εξετάζεται υπό των αρμοδίων υπηρεσιών και αναμένεται ότι θα ληφθούν αι σχετικαί αποφάσεις εντός των προσεχών ημερών, κατόπιν της υποβολής των στοιχείων εις το υπουργείον. Κατά πληροφορίας, το θέμα θα απασχολήση και το υπουργικόν συμβούλιον κατά την προσεχή συνεδρίασίν του, οπότε θα ανακοινωθούν και αι τελικαί αποφάσεις της κυβερνήσεως. bbox=[205, 1751, 369, 1863]
body-text: Η εν λόγω υπόθεσις εξετάζεται υπό των αρμοδίων υπηρεσιών και αναμένεται ότι θα ληφθούν αι σχετικαί αποφάσεις εντός των προσεχών ημερών, κατόπιν της υποβολής των στοιχείων εις το υπουργείον. Κατά πληροφορίας, το θέμα θα απασχολήση και το υπουργικόν συμβούλιον κατά την προσεχή συνεδρίασίν του, οπότε θα ανακοινωθούν και αι τελικαί αποφάσεις της κυβερνήσεως. bbox=[381, 2408, 492, 2576]
divider bbox=[505, 173, 1092, 175]
brief-headline: ΕΙΣ ΤΗΝ ΔΙΑΠΙΣΤΩΣΙΝ ΤΟ ΘΕΜΑ ΤΗΣ ΑΜΟΙΒΗΣ ΤΟΥ ΠΡΟΣΩΠΙΚΟΥ ΑΣΤΙΚΩΝ ΛΕΩΦΟΡΕΙΩΝ bbox=[382, 2, 492, 55]
body-text: Η εν λόγω υπόθεσις εξετάζεται υπό των αρμοδίων υπηρεσιών και αναμένεται ότι θα ληφθούν αι σχετικαί αποφάσεις εντός των προσεχών ημερών, κατόπιν της υποβολής των στοιχείων εις το υπουργείον. Κατά πληροφορίας, το θέμα θα απασχολήση και το υπουργικόν συμβούλιον κατά την προσεχή συνεδρίασίν του, οπότε θα ανακοινωθούν και αι τελικαί αποφάσεις της κυβερνήσεως. bbox=[381, 57, 492, 225]
divider bbox=[381, 2184, 492, 2185]
section-heading: ΑΘΡΟΑ ΠΡΟΣΕΛΕΥΣΙΣ bbox=[231, 798, 343, 810]
divider bbox=[1106, 717, 1366, 718]
section-heading: ΤΟ ΟΡΓΑΝΟΝ ΤΟΥ ΒΑΤΙΚΑΝΟΥ bbox=[921, 1529, 1065, 1541]
brief-headline: ΣΥΛΛΗΨΙΣ ΚΛΕΠΤΟΥ ΕΙΣ ΤΗΝ ΚΑΒΑΛΑΝ bbox=[389, 2189, 485, 2211]
brief-headline: ΖΗΤΗΘΗ Η ΕΓΓΥΗΣΙΣ ΤΟΥ ΔΗΜΟΣΙΟΥ ΔΙΑ ΤΗΝ ΝΑΥΠΗΓΗΣΙΝ ΔΥΟ ΦΟΡΤΗΓΩΝ ΠΛΟΙΩΝ bbox=[384, 237, 490, 279]
body-text: Η εν λόγω υπόθεσις εξετάζεται υπό των αρμοδίων υπηρεσιών και αναμένεται ότι θα ληφθούν αι σχετικαί αποφάσεις εντός των προσεχών ημερών, κατόπιν της υποβολής των στοιχείων εις το υπουργείον. Κατά πληροφορίας, το θέμα θα απασχολήση και το υπουργικόν συμβούλιον κατά την προσεχή συνεδρίασίν του, οπότε θα ανακοινωθούν και αι τελικαί αποφάσεις της κυβερνήσεως. bbox=[893, 1435, 1092, 1524]
body-text: Η εν λόγω υπόθεσις εξετάζεται υπό των αρμοδίων υπηρεσιών και αναμένεται ότι θα ληφθούν αι σχετικαί αποφάσεις εντός των προσεχών ημερών, κατόπιν της υποβολής των στοιχείων εις το υπουργείον. Κατά πληροφορίας, το θέμα θα απασχολήση και το υπουργικόν συμβούλιον κατά την προσεχή συνεδρίασίν του, οπότε θα ανακοινωθούν και αι τελικαί αποφάσεις της κυβερνήσεως. bbox=[24, 1534, 198, 1635]
divider bbox=[381, 1529, 492, 1530]
brief-headline: ΔΙΕΘΝΕΣ ΣΥΝΕΔΡΙΟΝ ΕΠΙ ΠΡΟΓΡΑΜΜΑΤΩΝ ΔΗΜΟΣΙΑΣ ΔΙΟΙΚΗΣΕΩΣ bbox=[387, 462, 487, 505]
section-heading: Η ΘΦΕΝΕΙΑ ΤΗΣ ΙΖΑΚΥ bbox=[939, 940, 1046, 951]
section-heading: ΕΙΣ ΤΗΝ ΘΕΣΣΑΛΟΝΙΚΗΝ bbox=[224, 1045, 350, 1058]
body-text: Η εν λόγω υπόθεσις εξετάζεται υπό των αρμοδίων υπηρεσιών και αναμένεται ότι θα ληφθούν αι σχετικαί αποφάσεις εντός των προσεχών ημερών, κατόπιν της υποβολής των στοιχείων εις το υπουργείον. Κατά πληροφορίας, το θέμα θα απασχολήση και το υπουργικόν συμβούλιον κατά την προσεχή συνεδρίασίν του, οπότε θα ανακοινωθούν και αι τελικαί αποφάσεις της κυβερνήσεως. bbox=[24, 1639, 198, 1739]
body-text: Η εν λόγω υπόθεσις εξετάζεται υπό των αρμοδίων υπηρεσιών και αναμένεται ότι θα ληφθούν αι σχετικαί αποφάσεις εντός των προσεχών ημερών, κατόπιν της υποβολής των στοιχείων εις το υπουργείον. Κατά πληροφορίας, το θέμα θα απασχολήση και το υπουργικόν συμβούλιον κατά την προσεχή συνεδρίασίν του, οπότε θα ανακοινωθούν και αι τελικαί αποφάσεις της κυβερνήσεως. bbox=[1106, 1121, 1366, 1188]
body-text: Η εν λόγω υπόθεσις εξετάζεται υπό των αρμοδίων υπηρεσιών και αναμένεται ότι θα ληφθούν αι σχετικαί αποφάσεις εντός των προσεχών ημερών, κατόπιν της υποβολής των στοιχείων εις το υπουργείον. Κατά πληροφορίας, το θέμα θα απασχολήση και το υπουργικόν συμβούλιον κατά την προσεχή συνεδρίασίν του, οπότε θα ανακοινωθούν και αι τελικαί αποφάσεις της κυβερνήσεως. bbox=[699, 1460, 886, 1561]
brief-headline: ΣΥΛΛΗΨΙΣ ΚΛΕΠΤΟΥ ΕΙΣ ΤΑΣ ΑΘΗΝΑΣ bbox=[1140, 1396, 1332, 1409]
body-text: Η εν λόγω υπόθεσις εξετάζεται υπό των αρμοδίων υπηρεσιών και αναμένεται ότι θα ληφθούν αι σχετικαί αποφάσεις εντός των προσεχών ημερών, κατόπιν της υποβολής των στοιχείων εις το υπουργείον. Κατά πληροφορίας, το θέμα θα απασχολήση και το υπουργικόν συμβούλιον κατά την προσεχή συνεδρίασίν του, οπότε θα ανακοινωθούν και αι τελικαί αποφάσεις της κυβερνήσεως. bbox=[505, 1085, 692, 1185]
headline-astronauts: ΗΡΧΙΣΑΝ ΤΟΥΣ ΕΛΙΓΜΟΥΣ ΟΙ ΑΣΤΡΟΝΑΥΤΑΙ ΔΙΑ ΤΗΝ ΣΗΜΕΡΙΝΗΝ ΤΩΝ ΠΡΟΣΘΑΛΑΣΣΩΣΙΝ bbox=[530, 1679, 861, 1709]
body-text: Η εν λόγω υπόθεσις εξετάζεται υπό των αρμοδίων υπηρεσιών και αναμένεται ότι θα ληφθούν αι σχετικαί αποφάσεις εντός των προσεχών ημερών, κατόπιν της υποβολής των στοιχείων εις το υπουργείον. Κατά πληροφορίας, το θέμα θα απασχολήση και το υπουργικόν συμβούλιον κατά την προσεχή συνεδρίασίν του, οπότε θα ανακοινωθούν και αι τελικαί αποφάσεις της κυβερνήσεως. bbox=[893, 1155, 1092, 1245]
body-text: Η εν λόγω υπόθεσις εξετάζεται υπό των αρμοδίων υπηρεσιών και αναμένεται ότι θα ληφθούν αι σχετικαί αποφάσεις εντός των προσεχών ημερών, κατόπιν της υποβολής των στοιχείων εις το υπουργείον. Κατά πληροφορίας, το θέμα θα απασχολήση και το υπουργικόν συμβούλιον κατά την προσεχή συνεδρίασίν του, οπότε θα ανακοινωθούν και αι τελικαί αποφάσεις της κυβερνήσεως. bbox=[1106, 853, 1366, 920]
section-heading: ΕΦΙΓΟΝ ΟΙ ΠΡΟΣΚΕΚΛΗΜΕΝΟΙ bbox=[526, 1071, 670, 1082]
body-text: Η εν λόγω υπόθεσις εξετάζεται υπό των αρμοδίων υπηρεσιών και αναμένεται ότι θα ληφθούν αι σχετικαί αποφάσεις εντός των προσεχών ημερών, κατόπιν της υποβολής των στοιχείων εις το υπουργείον. Κατά πληροφορίας, το θέμα θα απασχολήση και το υπουργικόν συμβούλιον κατά την προσεχή συνεδρίασίν του, οπότε θα ανακοινωθούν και αι τελικαί αποφάσεις της κυβερνήσεως. bbox=[505, 1189, 692, 1290]
body-text: Η εν λόγω υπόθεσις εξετάζεται υπό των αρμοδίων υπηρεσιών και αναμένεται ότι θα ληφθούν αι σχετικαί αποφάσεις εντός των προσεχών ημερών, κατόπιν της υποβολής των στοιχείων εις το υπουργείον. Κατά πληροφορίας, το θέμα θα απασχολήση και το υπουργικόν συμβούλιον κατά την προσεχή συνεδρίασίν του, οπότε θα ανακοινωθούν και αι τελικαί αποφάσεις της κυβερνήσεως. bbox=[205, 1867, 369, 1979]
body-text: Η εν λόγω υπόθεσις εξετάζεται υπό των αρμοδίων υπηρεσιών και αναμένεται ότι θα ληφθούν αι σχετικαί αποφάσεις εντός των προσεχών ημερών, κατόπιν της υποβολής των στοιχείων εις το υπουργείον. Κατά πληροφορίας, το θέμα θα απασχολήση και το υπουργικόν συμβούλιον κατά την προσεχή συνεδρίασίν του, οπότε θα ανακοινωθούν και αι τελικαί αποφάσεις της κυβερνήσεως. bbox=[24, 320, 198, 421]
body-text: Η εν λόγω υπόθεσις εξετάζεται υπό των αρμοδίων υπηρεσιών και αναμένεται ότι θα ληφθούν αι σχετικαί αποφάσεις εντός των προσεχών ημερών, κατόπιν της υποβολής των στοιχείων εις το υπουργείον. Κατά πληροφορίας, το θέμα θα απασχολήση και το υπουργικόν συμβούλιον κατά την προσεχή συνεδρίασίν του, οπότε θα ανακοινωθούν και αι τελικαί αποφάσεις της κυβερνήσεως. bbox=[205, 813, 369, 925]
brief-headline: ΑΥΤΟΚΤΟΝΙΑ ΥΠΑΛΛΗΛΟΥ ΕΙΣ ΣΕΡΡΑΣ bbox=[1137, 1105, 1335, 1118]
continued-from: ΣΥΝΕΧΕΙΑ ΕΚ ΤΗΣ 1ΗΣ ΣΕΛΙΔΟΣ bbox=[505, 179, 647, 191]
section-heading: ΔΗΛΩΣΕΙΣ ΤΗΣ ΤΣΑΚΥ bbox=[740, 951, 844, 962]
body-text: Η εν λόγω υπόθεσις εξετάζεται υπό των αρμοδίων υπηρεσιών και αναμένεται ότι θα ληφθούν αι σχετικαί αποφάσεις εντός των προσεχών ημερών, κατόπιν της υποβολής των στοιχείων εις το υπουργείον. Κατά πληροφορίας, το θέμα θα απασχολήση και το υπουργικόν συμβούλιον κατά την προσεχή συνεδρίασίν του, οπότε θα ανακοινωθούν και αι τελικαί αποφάσεις της κυβερνήσεως. bbox=[1106, 1412, 1366, 1478]
brief-headline: ΤΟΥ ΑΦΗΡΕΣΑΝ ΔΑΚΤΥΛΙΔΙ ΑΞΙΑΣ 10.000 ΔΡΑΧΜ. bbox=[396, 1975, 478, 2007]
body-text: Η εν λόγω υπόθεσις εξετάζεται υπό των αρμοδίων υπηρεσιών και αναμένεται ότι θα ληφθούν αι σχετικαί αποφάσεις εντός των προσεχών ημερών, κατόπιν της υποβολής των στοιχείων εις το υπουργείον. Κατά πληροφορίας, το θέμα θα απασχολήση και το υπουργικόν συμβούλιον κατά την προσεχή συνεδρίασίν του, οπότε θα ανακοινωθούν και αι τελικαί αποφάσεις της κυβερνήσεως. bbox=[505, 194, 692, 295]
brief-headline: ΕΙΣΗΘΕ ΑΦΘΡΙΑΣ ΑΝΤΑΛΛΑΚΤΙΚΑ ΑΝΑΠΤΗΡΩΝ bbox=[396, 891, 478, 923]
divider bbox=[1106, 1101, 1366, 1102]
brief-headline: ΤΡΑΥΜΑΤΙΣΜΟΣ ΝΕΑΡΟΥ ΕΝ ΜΕΣΗ ΟΔΩ ΥΠΟ ΥΠΑΝΔΡΟΥ ΓΥΝΑΙΚΟΣ bbox=[1122, 1198, 1351, 1223]
body-text: Η εν λόγω υπόθεσις εξετάζεται υπό των αρμοδίων υπηρεσιών και αναμένεται ότι θα ληφθούν αι σχετικαί αποφάσεις εντός των προσεχών ημερών, κατόπιν της υποβολής των στοιχείων εις το υπουργείον. Κατά πληροφορίας, το θέμα θα απασχολήση και το υπουργικόν συμβούλιον κατά την προσεχή συνεδρίασίν του, οπότε θα ανακοινωθούν και αι τελικαί αποφάσεις της κυβερνήσεως. bbox=[381, 1570, 492, 1738]
divider bbox=[24, 1477, 369, 1479]
divider bbox=[24, 1296, 369, 1298]
brief-headline: ΚΑΡΚΙΝΟΠΑΘΗΣ ΗΤΟ Ο ΑΥΤΟΚΤΟΝΗΣΑΣ ΔΥΤΙΚΟΓΕΡΜΑΝΟΣ ΑΝΤΙΣΥΝΤΑΓΜΑΤΑΡΧΗΣ bbox=[1126, 164, 1346, 188]
continued-from: ΣΥΝΕΧΕΙΑ ΕΚ ΤΗΣ 1ΗΣ ΣΕΛ. bbox=[505, 1712, 628, 1723]
body-text: Η εν λόγω υπόθεσις εξετάζεται υπό των αρμοδίων υπηρεσιών και αναμένεται ότι θα ληφθούν αι σχετικαί αποφάσεις εντός των προσεχών ημερών, κατόπιν της υποβολής των στοιχείων εις το υπουργείον. Κατά πληροφορίας, το θέμα θα απασχολήση και το υπουργικόν συμβούλιον κατά την προσεχή συνεδρίασίν του, οπότε θα ανακοινωθούν και αι τελικαί αποφάσεις της κυβερνήσεως. bbox=[505, 1726, 692, 1827]
continued-from: ΣΥΝΕΧΕΙΑ ΕΚ ΤΗΣ 2ΗΣ ΣΕΛ. bbox=[24, 1354, 147, 1366]
continued-from: ΣΥΝΕΧΕΙΑ ΕΚ ΤΗΣ 3ΗΣ ΣΕΛ. bbox=[24, 1519, 147, 1530]
brief-headline: ΠΕΡΙΕΡΓΟΣ ΦΙΛΙΑ ΚΑΙ ΚΛΟΠΗ 400 ΔΟΛΛΑΡΙΩΝ bbox=[386, 1535, 488, 1568]
body-text: Η εν λόγω υπόθεσις εξετάζεται υπό των αρμοδίων υπηρεσιών και αναμένεται ότι θα ληφθούν αι σχετικαί αποφάσεις εντός των προσεχών ημερών, κατόπιν της υποβολής των στοιχείων εις το υπουργείον. Κατά πληροφορίας, το θέμα θα απασχολήση και το υπουργικόν συμβούλιον κατά την προσεχή συνεδρίασίν του, οπότε θα ανακοινωθούν και αι τελικαί αποφάσεις της κυβερνήσεως. bbox=[699, 1564, 886, 1665]
divider bbox=[1106, 508, 1366, 509]
body-text: Η εν λόγω υπόθεσις εξετάζεται υπό των αρμοδίων υπηρεσιών και αναμένεται ότι θα ληφθούν αι σχετικαί αποφάσεις εντός των προσεχών ημερών, κατόπιν της υποβολής των στοιχείων εις το υπουργείον. Κατά πληροφορίας, το θέμα θα απασχολήση και το υπουργικόν συμβούλιον κατά την προσεχή συνεδρίασίν του, οπότε θα ανακοινωθούν και αι τελικαί αποφάσεις της κυβερνήσεως. bbox=[205, 681, 369, 792]
body-text: Η εν λόγω υπόθεσις εξετάζεται υπό των αρμοδίων υπηρεσιών και αναμένεται ότι θα ληφθούν αι σχετικαί αποφάσεις εντός των προσεχών ημερών, κατόπιν της υποβολής των στοιχείων εις το υπουργείον. Κατά πληροφορίας, το θέμα θα απασχολήση και το υπουργικόν συμβούλιον κατά την προσεχή συνεδρίασίν του, οπότε θα ανακοινωθούν και αι τελικαί αποφάσεις της κυβερνήσεως. bbox=[505, 298, 692, 399]
body-text: Η εν λόγω υπόθεσις εξετάζεται υπό των αρμοδίων υπηρεσιών και αναμένεται ότι θα ληφθούν αι σχετικαί αποφάσεις εντός των προσεχών ημερών, κατόπιν της υποβολής των στοιχείων εις το υπουργείον. Κατά πληροφορίας, το θέμα θα απασχολήση και το υπουργικόν συμβούλιον κατά την προσεχή συνεδρίασίν του, οπότε θα ανακοινωθούν και αι τελικαί αποφάσεις της κυβερνήσεως. bbox=[893, 1543, 1092, 1633]
divider bbox=[381, 681, 492, 682]
brief-headline: Ο ΠΡΩΘΥΠΟΥΡΓΟΣ ΕΝΗΜΕΡΟΘΗ ΥΠΟ ΤΟΥ κ. ΓΑΛΑΝΗ bbox=[1121, 513, 1351, 538]
body-text: Η εν λόγω υπόθεσις εξετάζεται υπό των αρμοδίων υπηρεσιών και αναμένεται ότι θα ληφθούν αι σχετικαί αποφάσεις εντός των προσεχών ημερών, κατόπιν της υποβολής των στοιχείων εις το υπουργείον. Κατά πληροφορίας, το θέμα θα απασχολήση και το υπουργικόν συμβούλιον κατά την προσεχή συνεδρίασίν του, οπότε θα ανακοινωθούν και αι τελικαί αποφάσεις της κυβερνήσεως. bbox=[381, 2214, 492, 2382]
column-center-vatican bbox=[505, 0, 1092, 2035]
headline-television-un: Η ΤΗΛΕΟΡΑΣΙΣ ΚΑΙ ΤΑ ΑΛΛΑ ΜΕΣΑ ΤΗΣ ΕΝΗΜΕΡΩΣΕΩΣ ΠΡΕΠΕΙ ΝΑ ΜΕΛΕΤΗΘΟΥΝ ΕΙΔΙΚΩΣ ΥΠΟ ΤΩΝ ΗΝ. ΕΘΝΩΝ bbox=[513, 1427, 877, 1457]
section-heading: ΜΟΣΧΟΣ bbox=[772, 1717, 813, 1728]
body-text: Η εν λόγω υπόθεσις εξετάζεται υπό των αρμοδίων υπηρεσιών και αναμένεται ότι θα ληφθούν αι σχετικαί αποφάσεις εντός των προσεχών ημερών, κατόπιν της υποβολής των στοιχείων εις το υπουργείον. Κατά πληροφορίας, το θέμα θα απασχολήση και το υπουργικόν συμβούλιον κατά την προσεχή συνεδρίασίν του, οπότε θα ανακοινωθούν και αι τελικαί αποφάσεις της κυβερνήσεως. bbox=[205, 1520, 369, 1633]
body-text: Η εν λόγω υπόθεσις εξετάζεται υπό των αρμοδίων υπηρεσιών και αναμένεται ότι θα ληφθούν αι σχετικαί αποφάσεις εντός των προσεχών ημερών, κατόπιν της υποβολής των στοιχείων εις το υπουργείον. Κατά πληροφορίας, το θέμα θα απασχολήση και το υπουργικόν συμβούλιον κατά την προσεχή συνεδρίασίν του, οπότε θα ανακοινωθούν και αι τελικαί αποφάσεις της κυβερνήσεως. bbox=[893, 1652, 1092, 1741]
lead-headline-loan: ΣΥΝΕΧΙΖΕΤΑΙ ΕΙΣ ΟΛΟΚΛΗΡΟΝ ΤΗΝ ΧΩΡΑΝ ΤΟ ΕΝΔΙΑΦΕΡΟΝ ΤΩΝ ΑΠΟΤΑΜΙΕΥΤΩΝ ΠΡΟΣ ΣΥΜΜΕΤΟΧΗΝ ΕΙΣ ΤΟ ΝΕΟΝ ΔΑΝΕΙΟΝ bbox=[25, 2, 368, 154]
column-right-briefs bbox=[1106, 0, 1366, 2035]
